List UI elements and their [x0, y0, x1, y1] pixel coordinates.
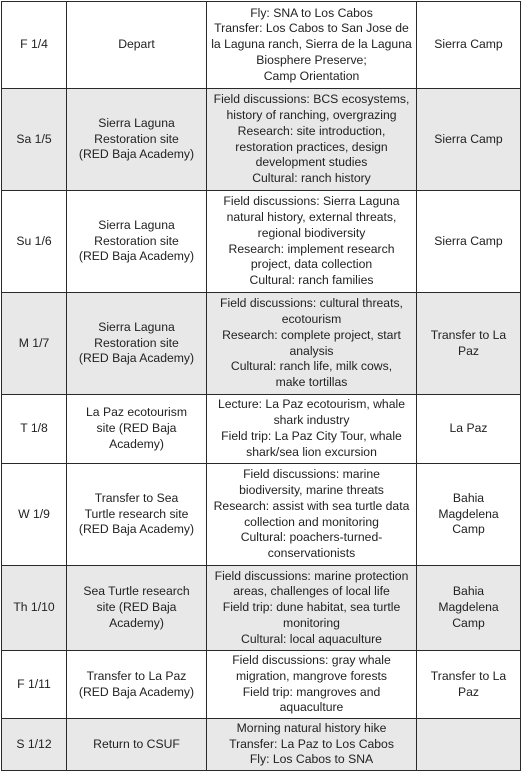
- itinerary-body: [2, 2, 521, 771]
- location-cell: La Paz: [417, 395, 521, 464]
- table-row: [2, 191, 521, 293]
- site-cell: Sierra Laguna Restoration site (RED Baja Academy): [67, 89, 207, 191]
- date-cell: F 1/4: [2, 2, 67, 89]
- location-cell: Sierra Camp: [417, 2, 521, 89]
- table-row: [2, 2, 521, 89]
- location-cell: Sierra Camp: [417, 191, 521, 293]
- site-cell: Depart: [67, 2, 207, 89]
- date-cell: T 1/8: [2, 395, 67, 464]
- activities-cell: Field discussions: cultural threats, ecotourism Research: complete project, start analysis Cultural: ranch life, milk cows, make tortillas: [207, 293, 417, 395]
- site-cell: Sierra Laguna Restoration site (RED Baja Academy): [67, 191, 207, 293]
- table-row: [2, 89, 521, 191]
- location-cell: Transfer to La Paz: [417, 293, 521, 395]
- site-cell: Return to CSUF: [67, 719, 207, 771]
- activities-cell: Field discussions: marine biodiversity, marine threats Research: assist with sea turtle data collection and monitoring Cultural: poachers-turned- conservationists: [207, 464, 417, 566]
- location-cell: Transfer to La Paz: [417, 651, 521, 719]
- activities-cell: Lecture: La Paz ecotourism, whale shark industry Field trip: La Paz City Tour, whale shark/sea lion excursion: [207, 395, 417, 464]
- activities-cell: Morning natural history hike Transfer: La Paz to Los Cabos Fly: Los Cabos to SNA: [207, 719, 417, 771]
- table-row: [2, 395, 521, 464]
- site-cell: La Paz ecotourism site (RED Baja Academy): [67, 395, 207, 464]
- activities-cell: Field discussions: Sierra Laguna natural history, external threats, regional biodiversity Research: implement research project, data collection Cultural: ranch families: [207, 191, 417, 293]
- table-row: [2, 566, 521, 651]
- date-cell: S 1/12: [2, 719, 67, 771]
- date-cell: Su 1/6: [2, 191, 67, 293]
- table-row: [2, 719, 521, 771]
- location-cell: Bahia Magdelena Camp: [417, 464, 521, 566]
- itinerary-table: [1, 1, 521, 771]
- date-cell: Sa 1/5: [2, 89, 67, 191]
- location-cell: Sierra Camp: [417, 89, 521, 191]
- location-cell: [417, 719, 521, 771]
- site-cell: Sierra Laguna Restoration site (RED Baja Academy): [67, 293, 207, 395]
- table-row: [2, 464, 521, 566]
- table-row: [2, 293, 521, 395]
- location-cell: Bahia Magdelena Camp: [417, 566, 521, 651]
- activities-cell: Field discussions: BCS ecosystems, history of ranching, overgrazing Research: site introduction, restoration practices, design development studies Cultural: ranch history: [207, 89, 417, 191]
- activities-cell: Fly: SNA to Los Cabos Transfer: Los Cabos to San Jose de la Laguna ranch, Sierra de la Laguna Biosphere Preserve; Camp Orientation: [207, 2, 417, 89]
- date-cell: F 1/11: [2, 651, 67, 719]
- activities-cell: Field discussions: gray whale migration, mangrove forests Field trip: mangroves and aquaculture: [207, 651, 417, 719]
- site-cell: Transfer to La Paz (RED Baja Academy): [67, 651, 207, 719]
- date-cell: W 1/9: [2, 464, 67, 566]
- table-row: [2, 651, 521, 719]
- date-cell: Th 1/10: [2, 566, 67, 651]
- site-cell: Transfer to Sea Turtle research site (RED Baja Academy): [67, 464, 207, 566]
- date-cell: M 1/7: [2, 293, 67, 395]
- site-cell: Sea Turtle research site (RED Baja Academy): [67, 566, 207, 651]
- activities-cell: Field discussions: marine protection areas, challenges of local life Field trip: dune habitat, sea turtle monitoring Cultural: local aquaculture: [207, 566, 417, 651]
